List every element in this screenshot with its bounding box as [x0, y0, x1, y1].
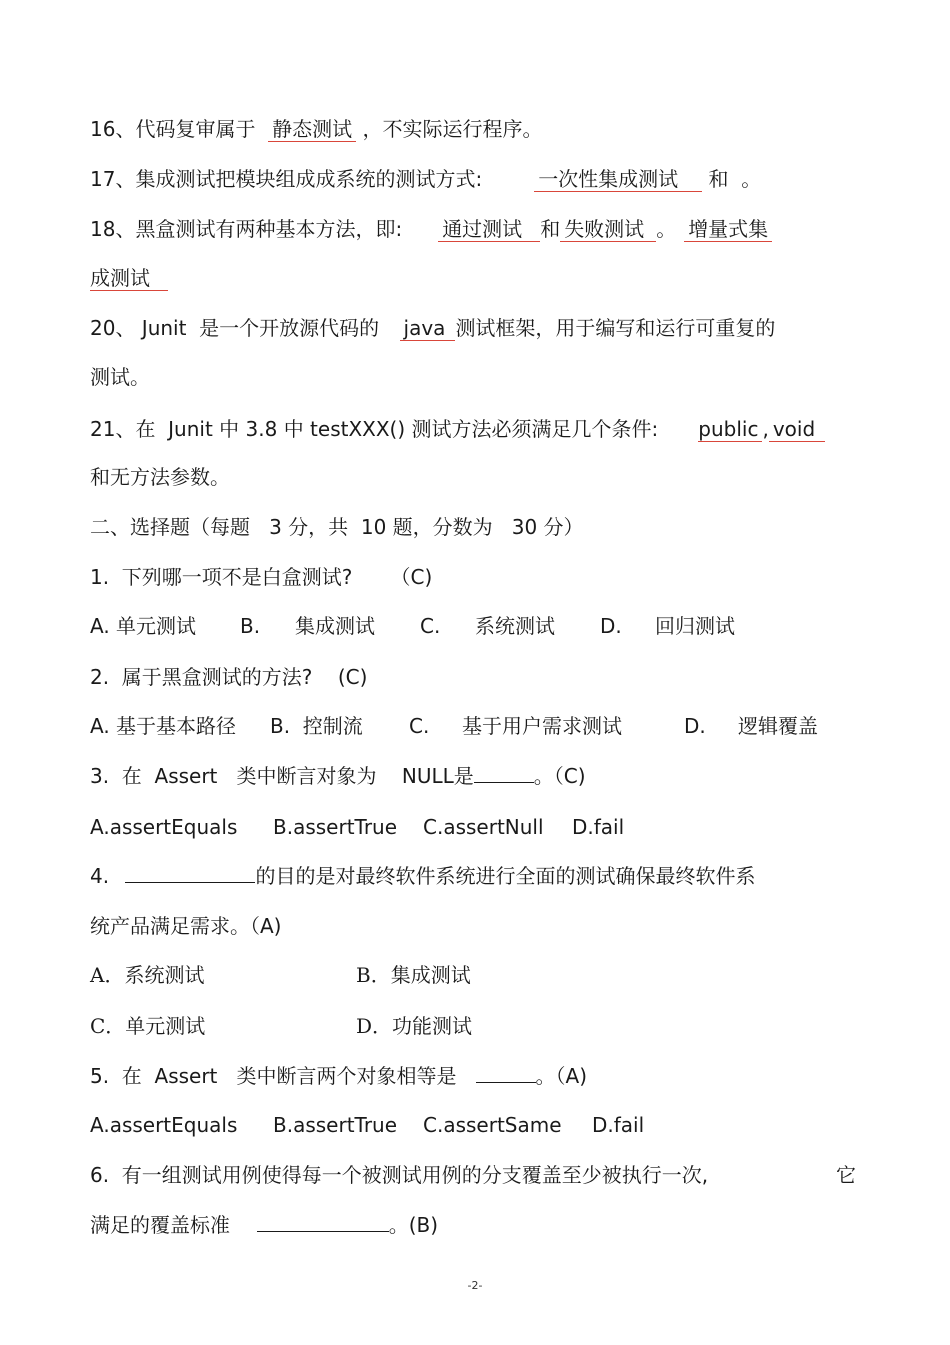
q20-suffix: 测试框架，用于编写和运行可重复的 — [455, 316, 776, 340]
choice-3-question — [90, 764, 586, 788]
q21-answer-1: public — [698, 418, 762, 442]
c5-suffix: 。（A) — [535, 1064, 588, 1088]
c2-option-d: 逻辑覆盖 — [738, 714, 818, 738]
q18-mid2: 。 — [656, 217, 677, 241]
c5-prefix: 5. 在 Assert 类中断言两个对象相等是 — [90, 1064, 476, 1088]
c1-option-a: A. 单元测试 — [90, 614, 197, 638]
q16-suffix: ，不实际运行程序。 — [356, 117, 543, 141]
q18-prefix: 18、黑盒测试有两种基本方法，即: — [90, 217, 403, 241]
choice-2-question: 2. 属于黑盒测试的方法? (C) — [90, 665, 368, 689]
c4-option-a: A．系统测试 — [90, 963, 205, 987]
c5-option-d: D.fail — [592, 1113, 645, 1137]
choice-4-question — [90, 864, 755, 888]
choice-6-tail: 它 — [836, 1163, 856, 1187]
choice-4-cont: 统产品满足需求。（A) — [90, 914, 282, 938]
question-20 — [90, 316, 775, 341]
c2-option-d-letter: D. — [684, 714, 706, 738]
c4-option-b: B．集成测试 — [356, 963, 471, 987]
c5-option-b: B.assertTrue — [273, 1113, 398, 1137]
question-18 — [90, 217, 772, 242]
c3-option-d: D.fail — [572, 815, 625, 839]
q21-answer-2: void — [769, 418, 825, 442]
c5-blank — [476, 1064, 536, 1083]
c5-option-a: A.assertEquals — [90, 1113, 238, 1137]
q17-answer: 一次性集成测试 — [534, 168, 702, 192]
c6-prefix2: 满足的覆盖标准 — [90, 1213, 243, 1237]
question-16 — [90, 117, 543, 142]
q17-suffix: 和 。 — [702, 167, 762, 191]
q18-answer-1: 通过测试 — [438, 218, 540, 242]
choice-6-question: 6. 有一组测试用例使得每一个被测试用例的分支覆盖至少被执行一次, — [90, 1163, 709, 1187]
q21-sep: , — [762, 417, 769, 441]
question-21 — [90, 417, 825, 442]
choice-1-question: 1. 下列哪一项不是白盒测试? （C) — [90, 565, 433, 589]
c2-option-a: A. 基于基本路径 — [90, 714, 237, 738]
q18-answer-3: 增量式集 — [684, 218, 772, 242]
c3-blank — [474, 764, 534, 783]
c6-suffix2: 。(B) — [388, 1213, 439, 1237]
c2-option-b: B. 控制流 — [270, 714, 363, 738]
c3-option-c: C.assertNull — [423, 815, 544, 839]
c2-option-c: 基于用户需求测试 — [462, 714, 622, 738]
question-17 — [90, 167, 761, 192]
c1-option-d: 回归测试 — [655, 614, 735, 638]
c4-suffix: 的目的是对最终软件系统进行全面的测试确保最终软件系 — [255, 864, 756, 888]
c1-option-c-letter: C. — [420, 614, 441, 638]
question-21-cont: 和无方法参数。 — [90, 465, 230, 489]
question-20-cont: 测试。 — [90, 365, 150, 389]
q18-cont: 成测试 — [90, 267, 168, 291]
page-number: -2- — [467, 1279, 483, 1292]
c1-option-c: 系统测试 — [475, 614, 555, 638]
q18-mid: 和 — [540, 217, 561, 241]
c6-blank — [257, 1213, 389, 1232]
c4-blank — [125, 864, 255, 883]
choice-5-question — [90, 1064, 587, 1088]
c3-option-a: A.assertEquals — [90, 815, 238, 839]
c3-prefix: 3. 在 Assert 类中断言对象为 NULL是 — [90, 764, 474, 788]
q20-answer: java — [400, 317, 456, 341]
c4-option-c: C．单元测试 — [90, 1014, 206, 1038]
c2-option-c-letter: C. — [409, 714, 430, 738]
c1-option-b-letter: B. — [240, 614, 261, 638]
q20-prefix: 20、 Junit 是一个开放源代码的 — [90, 316, 386, 340]
c4-option-d: D．功能测试 — [356, 1014, 473, 1038]
c5-option-c: C.assertSame — [423, 1113, 562, 1137]
c3-suffix: 。（C) — [533, 764, 586, 788]
c3-option-b: B.assertTrue — [273, 815, 398, 839]
c1-option-d-letter: D. — [600, 614, 622, 638]
q16-prefix: 16、代码复审属于 — [90, 117, 262, 141]
q16-answer: 静态测试 — [268, 118, 356, 142]
question-18-cont — [90, 266, 168, 291]
choice-6-cont — [90, 1213, 438, 1237]
q18-answer-2: 失败测试 — [560, 218, 656, 242]
c1-option-b: 集成测试 — [295, 614, 375, 638]
section-heading: 二、选择题（每题 3 分，共 10 题，分数为 30 分） — [90, 515, 584, 539]
q17-prefix: 17、集成测试把模块组成成系统的测试方式: — [90, 167, 483, 191]
q21-prefix: 21、在 Junit 中 3.8 中 testXXX() 测试方法必须满足几个条件: — [90, 417, 659, 441]
c4-prefix: 4. — [90, 864, 116, 888]
